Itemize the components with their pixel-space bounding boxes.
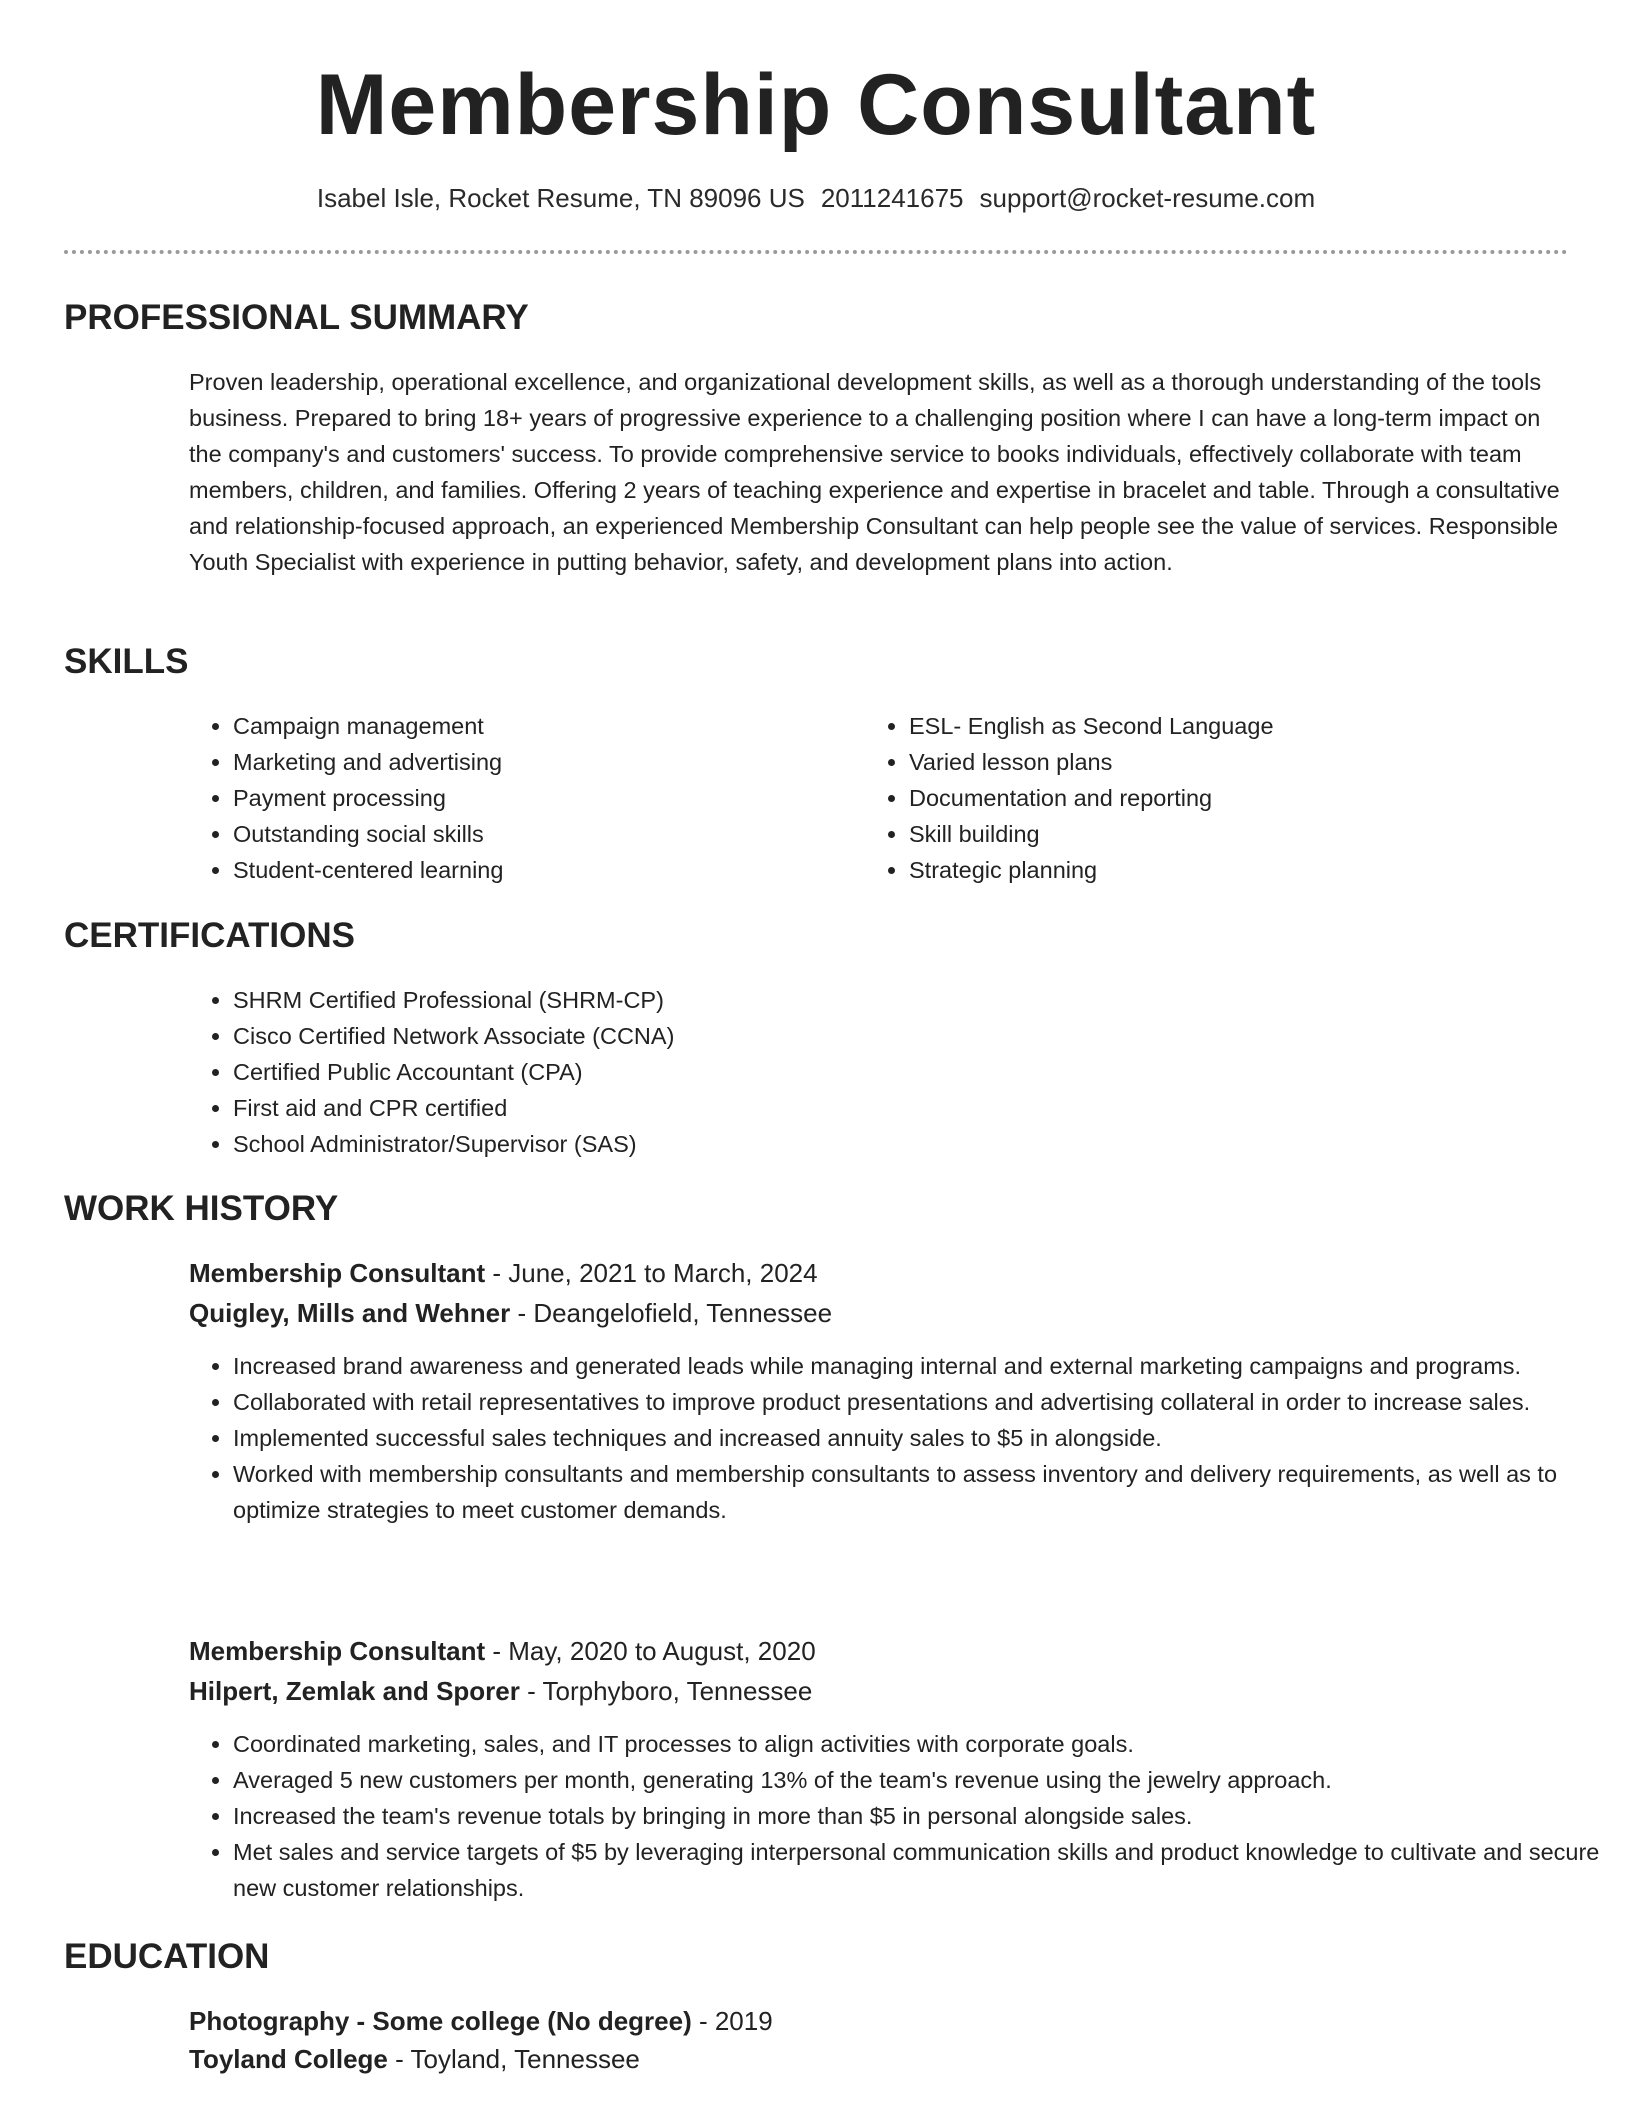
list-item: • SHRM Certified Professional (SHRM-CP) [233, 982, 1613, 1018]
job-title-line [189, 1254, 818, 1292]
contact-phone: 2011241675 [820, 183, 964, 213]
certifications-list [189, 982, 1613, 1162]
job-company-line [189, 1294, 832, 1332]
resume-title: Membership Consultant [315, 57, 1317, 153]
list-item: • Skill building [909, 816, 1609, 852]
list-item: • Met sales and service targets of $5 by leveraging interpersonal communication skills and product knowledge to cultivate and secure new customer relationships. [233, 1834, 1613, 1906]
contact-email[interactable]: support@rocket-resume.com [979, 183, 1316, 213]
education-degree: Photography - Some college (No degree) [189, 2006, 692, 2036]
skills-list-right [865, 708, 1609, 888]
job-company: Quigley, Mills and Wehner [189, 1298, 511, 1328]
list-item: • Documentation and reporting [909, 780, 1609, 816]
job-company: Hilpert, Zemlak and Sporer [189, 1676, 520, 1706]
job-duties-list [189, 1348, 1593, 1528]
contact-address: Isabel Isle, Rocket Resume, TN 89096 US [316, 183, 805, 213]
work-history-heading: WORK HISTORY [64, 1189, 339, 1228]
list-item: • First aid and CPR certified [233, 1090, 1613, 1126]
summary-text: Proven leadership, operational excellence, and organizational development skills, as well as a thorough understanding of the tools business. Prepared to bring 18+ years of progressive experience to a challenging position where I can have a long-term impact on the company's and customers' success. To provide comprehensive service to books individuals, effectively collaborate with team members, children, and families. Offering 2 years of teaching experience and expertise in bracelet and table. Through a consultative and relationship-focused approach, an experienced Membership Consultant can help people see the value of services. Responsible Youth Specialist with experience in putting behavior, safety, and development plans into action. [189, 369, 1560, 575]
education-school-line [189, 2040, 640, 2078]
list-item: • Varied lesson plans [909, 744, 1609, 780]
list-item: • Outstanding social skills [233, 816, 853, 852]
certifications-heading: CERTIFICATIONS [64, 916, 356, 955]
list-item: • Student-centered learning [233, 852, 853, 888]
header-divider [64, 250, 1568, 254]
list-item: • Increased the team's revenue totals by bringing in more than $5 in personal alongside sales. [233, 1798, 1613, 1834]
job-location: - Torphyboro, Tennessee [519, 1676, 813, 1706]
education-school: Toyland College [189, 2044, 388, 2074]
job-dates: - June, 2021 to March, 2024 [485, 1258, 818, 1288]
education-degree-line [189, 2002, 773, 2040]
list-item: • Certified Public Accountant (CPA) [233, 1054, 1613, 1090]
list-item: • Implemented successful sales techniques and increased annuity sales to $5 in alongside. [233, 1420, 1593, 1456]
list-item: • Marketing and advertising [233, 744, 853, 780]
education-location: - Toyland, Tennessee [387, 2044, 640, 2074]
job-duties-list [189, 1726, 1613, 1906]
list-item: • Strategic planning [909, 852, 1609, 888]
list-item: • Cisco Certified Network Associate (CCNA) [233, 1018, 1613, 1054]
list-item: • Increased brand awareness and generated leads while managing internal and external marketing campaigns and programs. [233, 1348, 1593, 1384]
education-heading: EDUCATION [64, 1937, 270, 1976]
list-item: • ESL- English as Second Language [909, 708, 1609, 744]
list-item: • Collaborated with retail representatives to improve product presentations and advertising collateral in order to increase sales. [233, 1384, 1593, 1420]
list-item: • Payment processing [233, 780, 853, 816]
list-item: • Worked with membership consultants and membership consultants to assess inventory and delivery requirements, as well as to optimize strategies to meet customer demands. [233, 1456, 1593, 1528]
job-title-line [189, 1632, 816, 1670]
job-dates: - May, 2020 to August, 2020 [485, 1636, 816, 1666]
job-title: Membership Consultant [189, 1258, 486, 1288]
skills-heading: SKILLS [64, 642, 189, 681]
list-item: • Campaign management [233, 708, 853, 744]
list-item: • School Administrator/Supervisor (SAS) [233, 1126, 1613, 1162]
job-company-line [189, 1672, 812, 1710]
summary-heading: PROFESSIONAL SUMMARY [64, 298, 529, 337]
list-item: • Averaged 5 new customers per month, generating 13% of the team's revenue using the jewelry approach. [233, 1762, 1613, 1798]
skills-list-left [189, 708, 853, 888]
job-title: Membership Consultant [189, 1636, 486, 1666]
contact-line [0, 180, 1632, 216]
education-year: - 2019 [691, 2006, 773, 2036]
list-item: • Coordinated marketing, sales, and IT processes to align activities with corporate goals. [233, 1726, 1613, 1762]
job-location: - Deangelofield, Tennessee [510, 1298, 833, 1328]
